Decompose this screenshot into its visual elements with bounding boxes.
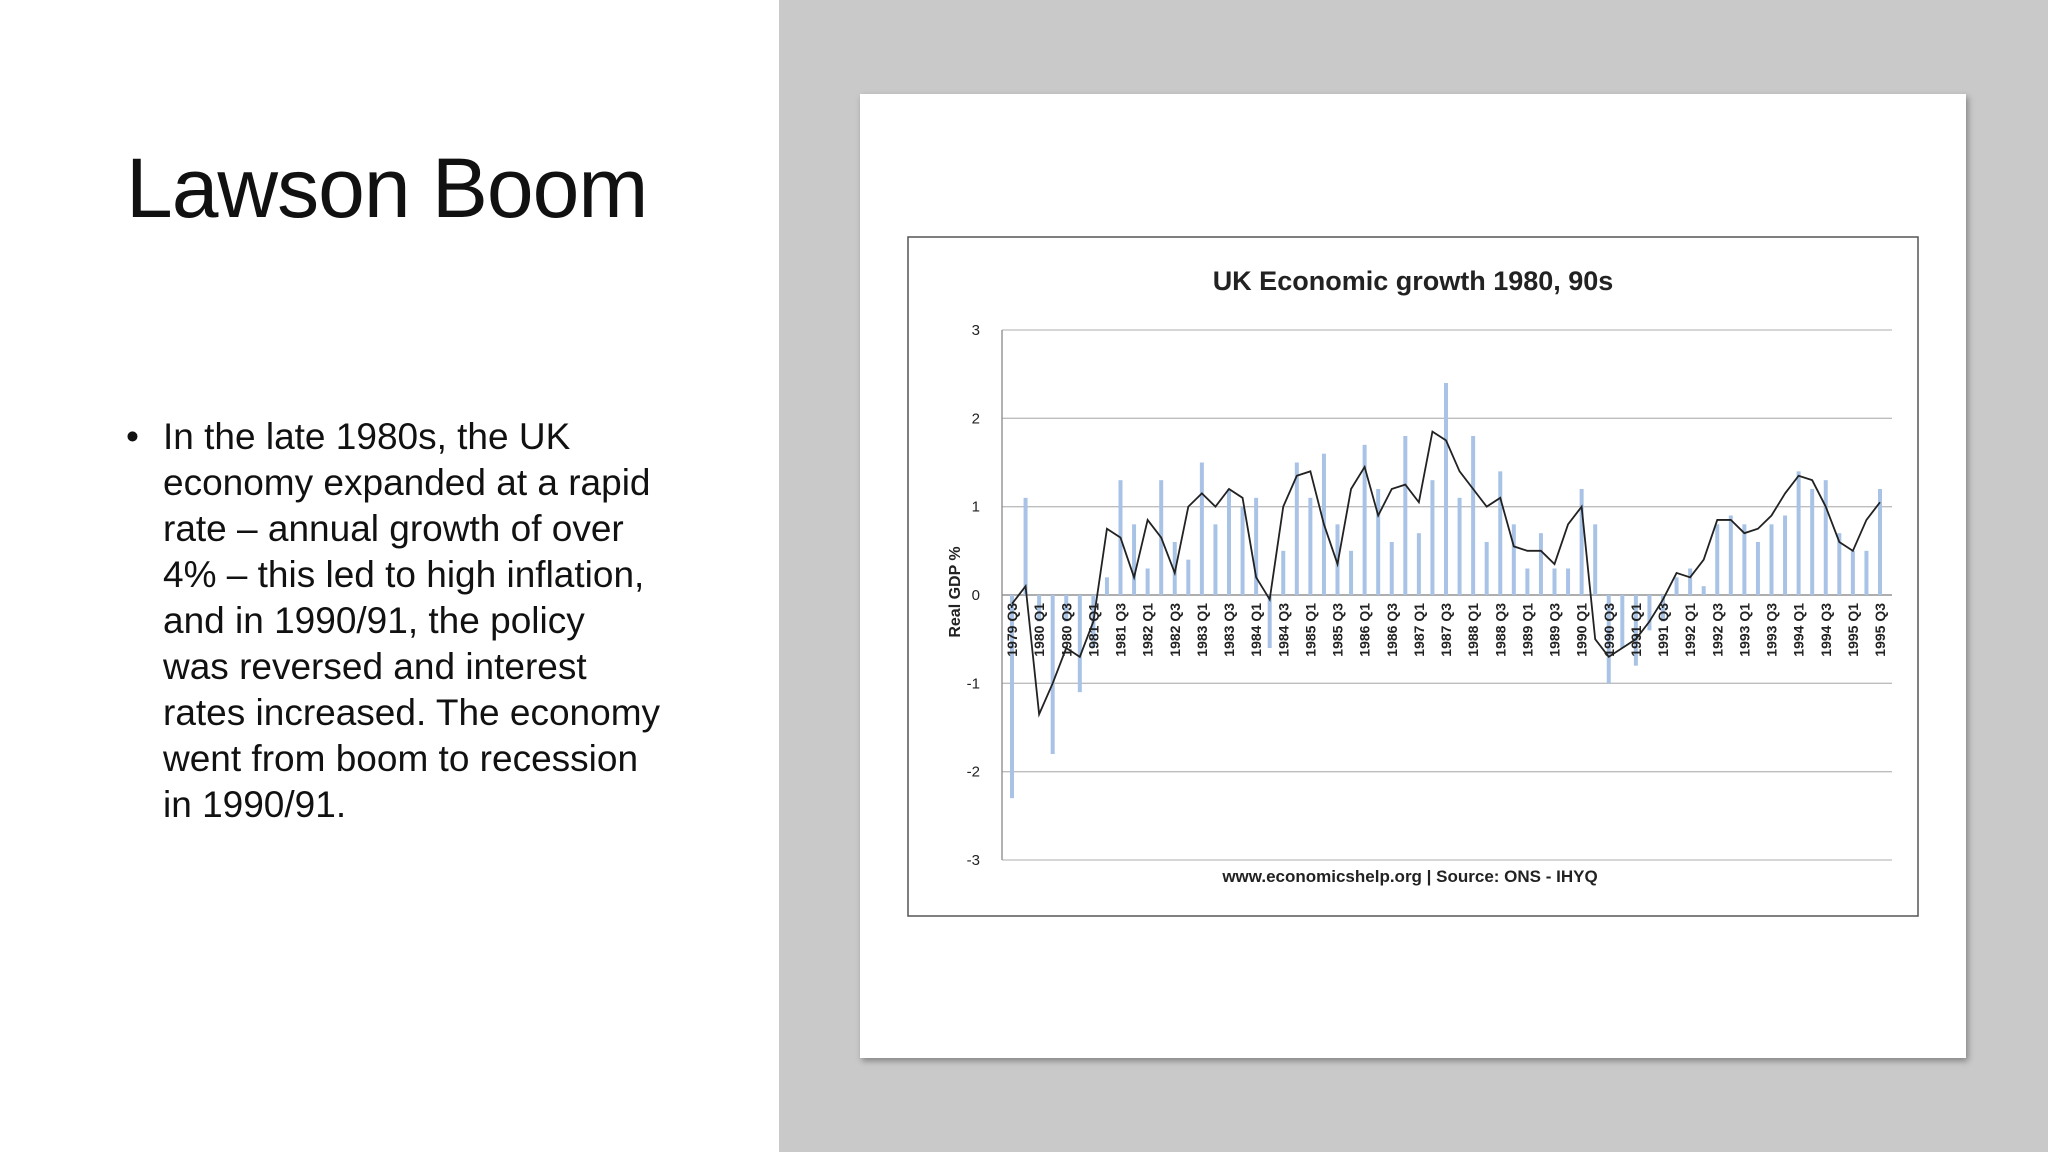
bar	[1770, 524, 1774, 595]
bar	[1458, 498, 1462, 595]
bar	[1403, 436, 1407, 595]
bar	[1620, 595, 1624, 648]
x-tick-label: 1990 Q3	[1600, 603, 1617, 657]
x-tick-label: 1995 Q1	[1844, 603, 1861, 657]
bar	[1186, 560, 1190, 595]
x-tick-label: 1986 Q3	[1383, 603, 1400, 657]
bar	[1498, 471, 1502, 595]
bullet-line: and in 1990/91, the policy	[163, 600, 585, 641]
slide-text-panel	[0, 0, 779, 1152]
bar	[1566, 569, 1570, 596]
x-tick-label: 1991 Q3	[1655, 603, 1671, 657]
x-tick-label: 1990 Q1	[1573, 603, 1590, 657]
x-tick-label: 1983 Q1	[1193, 603, 1210, 657]
bar	[1376, 489, 1380, 595]
bar	[1024, 498, 1028, 595]
bar	[1227, 489, 1231, 595]
x-tick-label: 1995 Q3	[1872, 603, 1888, 657]
bar	[1593, 524, 1597, 595]
bar	[1675, 577, 1679, 595]
y-tick-label: -3	[966, 852, 980, 869]
bullet-list	[126, 414, 716, 828]
bar	[1417, 533, 1421, 595]
x-tick-label: 1985 Q3	[1329, 603, 1346, 657]
chart-frame	[908, 237, 1918, 916]
bar	[1797, 471, 1801, 595]
x-tick-label: 1981 Q3	[1112, 603, 1129, 657]
bar	[1810, 489, 1814, 595]
bar	[1390, 542, 1394, 595]
y-tick-label: -2	[966, 763, 980, 781]
bullet-line: In the late 1980s, the UK	[163, 416, 571, 457]
bar	[1430, 480, 1434, 595]
bar	[1281, 551, 1285, 595]
x-tick-label: 1980 Q3	[1058, 603, 1075, 657]
bar	[1553, 569, 1557, 596]
x-tick-label: 1994 Q1	[1790, 603, 1807, 657]
bar	[1078, 595, 1082, 692]
x-tick-label: 1981 Q1	[1085, 603, 1102, 657]
x-tick-label: 1993 Q3	[1763, 603, 1780, 657]
x-tick-label: 1988 Q3	[1492, 603, 1509, 657]
bar	[1742, 524, 1746, 595]
x-tick-label: 1987 Q3	[1438, 603, 1454, 657]
bar	[1824, 480, 1828, 595]
x-tick-label: 1984 Q1	[1248, 603, 1265, 657]
bar	[1688, 569, 1692, 596]
bullet-item	[126, 414, 716, 828]
chart-footer-source: www.economicshelp.org | Source: ONS - IHYQ	[1222, 867, 1598, 886]
x-tick-label: 1992 Q3	[1709, 603, 1726, 657]
bullet-line: was reversed and interest	[163, 646, 587, 687]
x-tick-label: 1989 Q1	[1519, 603, 1536, 657]
bar	[1715, 524, 1719, 595]
bar	[1105, 577, 1109, 595]
x-tick-label: 1979 Q3	[1004, 603, 1020, 657]
bar	[1051, 595, 1055, 754]
bar	[1268, 595, 1272, 648]
bar	[1295, 463, 1299, 596]
x-tick-label: 1993 Q1	[1736, 603, 1753, 657]
y-tick-label: -1	[966, 675, 980, 693]
bar	[1485, 542, 1489, 595]
slide-title: Lawson Boom	[126, 141, 648, 235]
bar	[1213, 524, 1217, 595]
x-tick-label: 1982 Q1	[1139, 603, 1156, 657]
bar	[1539, 533, 1543, 595]
bar	[1702, 586, 1706, 595]
bar	[1349, 551, 1353, 595]
x-tick-label: 1986 Q1	[1356, 603, 1373, 657]
bar	[1146, 569, 1150, 596]
bullet-line: economy expanded at a rapid	[163, 462, 651, 503]
bar	[1647, 595, 1651, 630]
bar	[1729, 516, 1733, 596]
bar	[1512, 524, 1516, 595]
x-tick-label: 1988 Q1	[1465, 603, 1482, 657]
x-tick-label: 1987 Q1	[1410, 603, 1427, 657]
y-tick-label: 0	[971, 587, 980, 604]
y-tick-label: 3	[971, 322, 980, 339]
x-tick-label: 1991 Q1	[1627, 603, 1644, 657]
y-axis-label: Real GDP %	[947, 546, 964, 638]
bullet-line: rate – annual growth of over	[163, 508, 624, 549]
bar	[1200, 463, 1204, 596]
chart-title: UK Economic growth 1980, 90s	[1212, 266, 1614, 296]
x-tick-label: 1989 Q3	[1546, 603, 1563, 657]
bar	[1783, 516, 1787, 596]
bar	[1308, 498, 1312, 595]
bullet-line: 4% – this led to high inflation,	[163, 554, 645, 595]
bar	[1864, 551, 1868, 595]
bar	[1471, 436, 1475, 595]
bar	[1580, 489, 1584, 595]
x-tick-label: 1992 Q1	[1682, 603, 1699, 657]
x-tick-label: 1983 Q3	[1221, 603, 1237, 657]
bar	[1241, 507, 1245, 595]
x-tick-label: 1982 Q3	[1166, 603, 1183, 657]
y-tick-label: 2	[971, 410, 980, 428]
bullet-line: in 1990/91.	[163, 784, 347, 825]
x-tick-label: 1985 Q1	[1302, 603, 1319, 657]
bar	[1525, 569, 1529, 596]
bullet-line: went from boom to recession	[163, 738, 639, 779]
gdp-growth-chart	[860, 94, 1966, 1058]
chart-image-card	[860, 94, 1966, 1058]
bar	[1851, 551, 1855, 595]
x-tick-label: 1980 Q1	[1031, 603, 1048, 657]
bullet-dot-icon: •	[126, 416, 139, 457]
bullet-line: rates increased. The economy	[163, 692, 661, 733]
bar	[1444, 383, 1448, 595]
bar	[1132, 524, 1136, 595]
x-tick-label: 1984 Q3	[1275, 603, 1292, 657]
bar	[1756, 542, 1760, 595]
x-tick-label: 1994 Q3	[1817, 603, 1834, 657]
y-tick-label: 1	[971, 498, 980, 516]
